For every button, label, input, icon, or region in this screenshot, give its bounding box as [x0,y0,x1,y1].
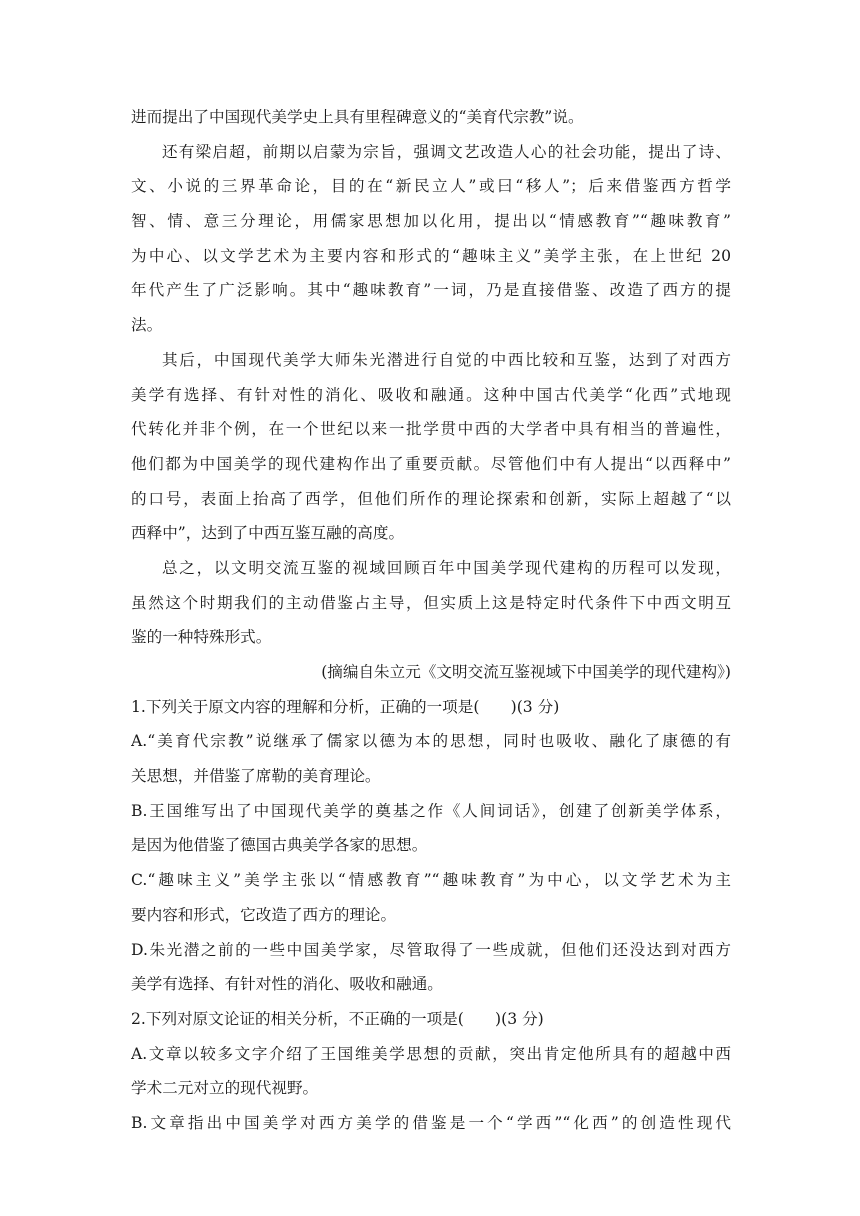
question-stem: 2.下列对原文论证的相关分析，不正确的一项是( )(3 分) [131,1009,544,1028]
option-c-line: C.“趣味主义”美学主张以“情感教育”“趣味教育”为中心，以文学艺术为主 [131,871,731,890]
paragraph-line: 智、情、意三分理论，用儒家思想加以化用，提出以“情感教育”“趣味教育” [131,212,731,231]
option-b-line: B.文章指出中国美学对西方美学的借鉴是一个“学西”“化西”的创造性现代 [131,1113,731,1132]
option-a-line: A.“美育代宗教”说继承了儒家以德为本的思想，同时也吸收、融化了康德的有 [131,732,731,751]
paragraph-line: 法。 [131,316,163,335]
paragraph-line: 总之，以文明交流互鉴的视域回顾百年中国美学现代建构的历程可以发现， [162,558,731,577]
paragraph-line: 他们都为中国美学的现代建构作出了重要贡献。尽管他们中有人提出“以西释中” [131,454,731,473]
question-stem: 1.下列关于原文内容的理解和分析，正确的一项是( )(3 分) [131,697,560,716]
option-a-line: 学术二元对立的现代视野。 [131,1079,319,1098]
option-b-line: B.王国维写出了中国现代美学的奠基之作《人间词话》，创建了创新美学体系， [131,801,731,820]
paragraph-line: 美学有选择、有针对性的消化、吸收和融通。这种中国古代美学“化西”式地现 [131,385,731,404]
option-d-line: D.朱光潜之前的一些中国美学家，尽管取得了一些成就，但他们还没达到对西方 [131,940,731,959]
source-citation: (摘编自朱立元《文明交流互鉴视域下中国美学的现代建构》) [321,663,731,681]
option-b-line: 是因为他借鉴了德国古典美学各家的思想。 [131,836,428,855]
paragraph-line: 为中心、以文学艺术为主要内容和形式的“趣味主义”美学主张，在上世纪 20 [131,246,731,265]
paragraph-line: 还有梁启超，前期以启蒙为宗旨，强调文艺改造人心的社会功能，提出了诗、 [162,142,731,161]
paragraph-line: 西释中”，达到了中西互鉴互融的高度。 [131,524,405,543]
paragraph-line: 文、小说的三界革命论，目的在“新民立人”或曰“移人”；后来借鉴西方哲学 [131,177,731,196]
paragraph-line: 代转化并非个例，在一个世纪以来一批学贯中西的大学者中具有相当的普遍性， [131,420,731,439]
paragraph-line: 进而提出了中国现代美学史上具有里程碑意义的“美育代宗教”说。 [131,108,584,126]
paragraph-line: 的口号，表面上抬高了西学，但他们所作的理论探索和创新，实际上超越了“以 [131,489,731,508]
document-page [131,100,731,1141]
paragraph-line: 鉴的一种特殊形式。 [131,628,272,647]
option-a-line: A.文章以较多文字介绍了王国维美学思想的贡献，突出肯定他所具有的超越中西 [131,1044,731,1063]
paragraph-line: 其后，中国现代美学大师朱光潜进行自觉的中西比较和互鉴，达到了对西方 [162,350,731,369]
option-d-line: 美学有选择、有针对性的消化、吸收和融通。 [131,975,443,994]
option-c-line: 要内容和形式，它改造了西方的理论。 [131,905,397,924]
paragraph-line: 虽然这个时期我们的主动借鉴占主导，但实质上这是特定时代条件下中西文明互 [131,593,731,612]
option-a-line: 关思想，并借鉴了席勒的美育理论。 [131,767,381,786]
paragraph-line: 年代产生了广泛影响。其中“趣味教育”一词，乃是直接借鉴、改造了西方的提 [131,281,731,300]
